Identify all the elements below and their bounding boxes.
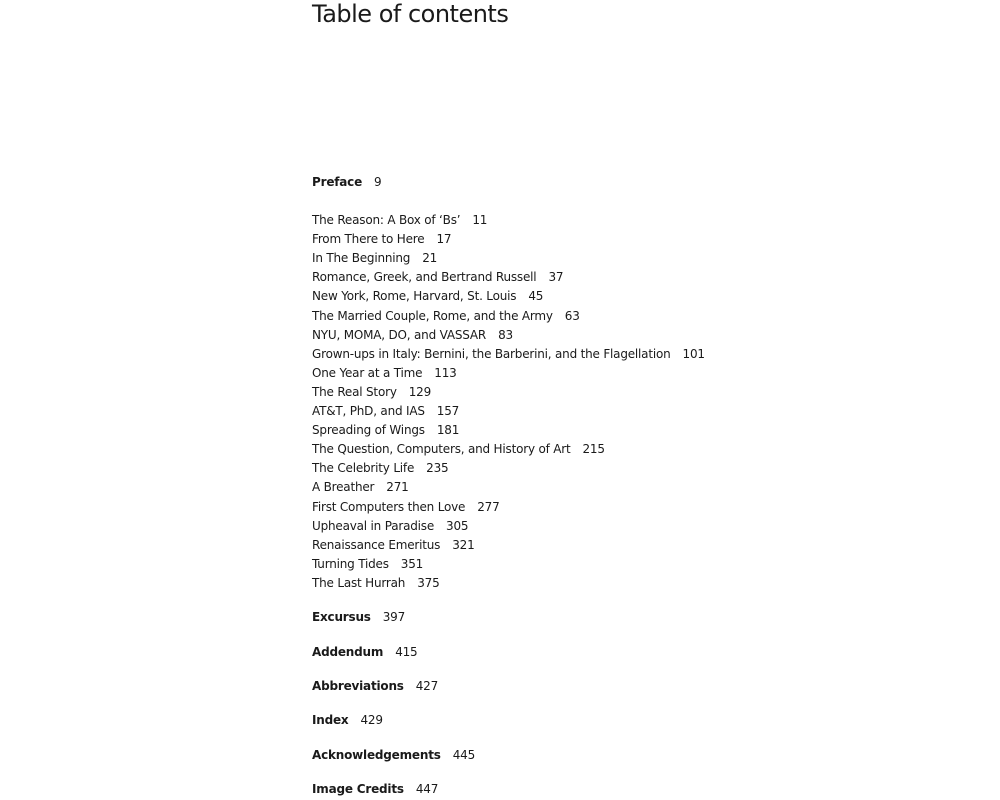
toc-entry bbox=[312, 402, 705, 421]
toc-entry-label: Preface bbox=[312, 175, 363, 189]
toc-page-number: 397 bbox=[382, 610, 406, 625]
toc-entry-label: The Married Couple, Rome, and the Army bbox=[312, 308, 553, 323]
toc-entry-label: Acknowledgements bbox=[312, 747, 441, 762]
toc-entry-abbreviations bbox=[312, 677, 705, 696]
toc-entry-label: Excursus bbox=[312, 610, 371, 625]
toc-entry-label: A Breather bbox=[312, 480, 375, 495]
toc-entry-excursus bbox=[312, 608, 705, 627]
toc-entry bbox=[312, 574, 705, 593]
toc-page-number: 37 bbox=[548, 270, 564, 285]
toc-entry-label: In The Beginning bbox=[312, 251, 411, 266]
spacer bbox=[312, 593, 705, 608]
toc-page-number: 21 bbox=[422, 251, 438, 266]
toc-entry-addendum bbox=[312, 643, 705, 662]
toc-entry bbox=[312, 498, 705, 517]
toc-page-number: 157 bbox=[436, 404, 460, 419]
toc-entry-label: One Year at a Time bbox=[312, 365, 423, 380]
toc-entry bbox=[312, 421, 705, 440]
toc-entry bbox=[312, 268, 705, 287]
toc-entry-label: First Computers then Love bbox=[312, 499, 466, 514]
toc-entry bbox=[312, 249, 705, 268]
toc-page-number: 415 bbox=[395, 644, 418, 659]
toc-entry bbox=[312, 345, 705, 364]
spacer bbox=[312, 696, 705, 711]
toc-entry-label: Turning Tides bbox=[312, 556, 389, 571]
page-title: Table of contents bbox=[312, 0, 509, 28]
toc-page-number: 271 bbox=[386, 480, 409, 495]
toc-entry-index bbox=[312, 711, 705, 730]
spacer bbox=[312, 731, 705, 746]
toc-page-number: 83 bbox=[498, 327, 513, 342]
spacer bbox=[312, 765, 705, 780]
toc-entry-label: NYU, MOMA, DO, and VASSAR bbox=[312, 327, 487, 342]
toc-page-number: 321 bbox=[452, 537, 475, 552]
spacer bbox=[312, 192, 705, 211]
toc-page-number: 427 bbox=[415, 679, 439, 694]
toc-entry-label: Grown-ups in Italy: Bernini, the Barberini, and the Flagellation bbox=[312, 346, 671, 361]
toc-entry-preface bbox=[312, 173, 705, 192]
toc-entry-label: Romance, Greek, and Bertrand Russell bbox=[312, 270, 537, 285]
toc-page-number: 45 bbox=[528, 289, 544, 304]
toc-entry-label: The Real Story bbox=[312, 384, 397, 399]
toc-entry bbox=[312, 536, 705, 555]
toc-entry-label: The Question, Computers, and History of Art bbox=[312, 442, 571, 457]
toc-entry bbox=[312, 478, 705, 497]
toc-page-number: 17 bbox=[436, 232, 452, 247]
toc-page-number: 447 bbox=[415, 782, 439, 797]
toc-page-number: 429 bbox=[360, 713, 383, 728]
toc-entry-label: Upheaval in Paradise bbox=[312, 518, 435, 533]
toc-page-number: 215 bbox=[582, 442, 605, 457]
toc-page-number: 63 bbox=[564, 308, 580, 323]
toc-page-number: 11 bbox=[472, 213, 488, 228]
toc-page-number: 113 bbox=[434, 365, 457, 380]
toc-page-number: 351 bbox=[400, 556, 424, 571]
toc-entry bbox=[312, 517, 705, 536]
toc-entry bbox=[312, 307, 705, 326]
toc-entry-image-credits bbox=[312, 780, 705, 799]
toc-entry-label: Addendum bbox=[312, 644, 384, 659]
chapter-list bbox=[312, 211, 705, 593]
toc-entry-label: The Reason: A Box of ‘Bs’ bbox=[312, 213, 461, 228]
toc-page-number: 101 bbox=[682, 346, 705, 361]
spacer bbox=[312, 662, 705, 677]
toc-entry-label: From There to Here bbox=[312, 232, 425, 247]
toc-entry-label: Abbreviations bbox=[312, 679, 404, 694]
toc-entry bbox=[312, 459, 705, 478]
toc-page-number: 277 bbox=[477, 499, 500, 514]
toc-entry-label: The Last Hurrah bbox=[312, 575, 406, 590]
toc-page-number: 235 bbox=[426, 461, 449, 476]
toc-page-number: 9 bbox=[374, 175, 382, 189]
toc-entry-label: Image Credits bbox=[312, 782, 404, 797]
toc-entry bbox=[312, 383, 705, 402]
toc-entry-label: Renaissance Emeritus bbox=[312, 537, 441, 552]
toc-entry bbox=[312, 211, 705, 230]
toc-entry-label: New York, Rome, Harvard, St. Louis bbox=[312, 289, 517, 304]
toc-entry bbox=[312, 287, 705, 306]
toc-page-number: 129 bbox=[408, 384, 432, 399]
toc-entry bbox=[312, 326, 705, 345]
toc-entry-label: The Celebrity Life bbox=[312, 461, 415, 476]
toc-page-number: 305 bbox=[446, 518, 469, 533]
toc-entry-label: Spreading of Wings bbox=[312, 423, 425, 438]
toc-page-number: 445 bbox=[452, 747, 476, 762]
toc-entry-acknowledgements bbox=[312, 746, 705, 765]
toc-entry bbox=[312, 364, 705, 383]
toc-page-number: 375 bbox=[417, 575, 440, 590]
toc-entry bbox=[312, 555, 705, 574]
toc-entry bbox=[312, 440, 705, 459]
table-of-contents bbox=[312, 173, 705, 799]
toc-entry bbox=[312, 230, 705, 249]
toc-entry-label: Index bbox=[312, 713, 349, 728]
spacer bbox=[312, 627, 705, 642]
toc-entry-label: AT&T, PhD, and IAS bbox=[312, 404, 425, 419]
toc-page-number: 181 bbox=[436, 423, 460, 438]
